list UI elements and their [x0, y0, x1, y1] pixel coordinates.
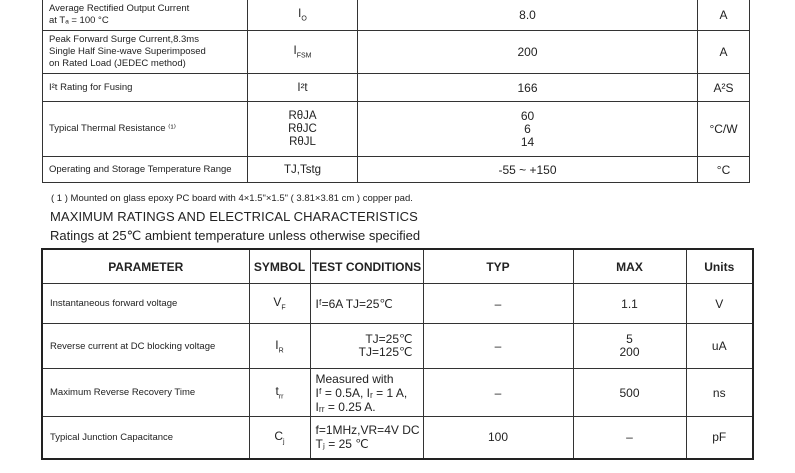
row-unit: °C [698, 157, 750, 183]
table-row [42, 324, 753, 369]
row-symbol: TJ,Tstg [248, 157, 358, 183]
row-description: I²t Rating for Fusing [43, 74, 248, 102]
table-row [43, 31, 750, 74]
table-row [43, 102, 750, 157]
row-unit: A [698, 0, 750, 31]
row-value: 60 6 14 [358, 102, 698, 157]
row-typ: 100 [423, 417, 573, 459]
row-description: Typical Thermal Resistance ⁽¹⁾ [43, 102, 248, 157]
header-typ: TYP [423, 249, 573, 284]
row-unit: pF [686, 417, 753, 459]
row-max: 1.1 [573, 284, 686, 324]
row-description: Peak Forward Surge Current,8.3ms Single Half Sine-wave Superimposed on Rated Load (JEDEC method) [43, 31, 248, 74]
row-symbol: I²t [248, 74, 358, 102]
row-symbol: $I_O$ [248, 0, 358, 31]
row-unit: uA [686, 324, 753, 369]
table-row [43, 74, 750, 102]
row-parameter: Reverse current at DC blocking voltage [42, 324, 249, 369]
row-parameter: Instantaneous forward voltage [42, 284, 249, 324]
row-symbol: $I_R$ [249, 324, 310, 369]
row-unit: ns [686, 369, 753, 417]
header-test-conditions: TEST CONDITIONS [310, 249, 423, 284]
header-symbol: SYMBOL [249, 249, 310, 284]
row-max: 5 200 [573, 324, 686, 369]
electrical-characteristics-table [41, 248, 754, 460]
table-row [42, 417, 753, 459]
header-units: Units [686, 249, 753, 284]
row-parameter: Typical Junction Capacitance [42, 417, 249, 459]
header-max: MAX [573, 249, 686, 284]
row-unit: °C/W [698, 102, 750, 157]
row-unit: A²S [698, 74, 750, 102]
row-max: – [573, 417, 686, 459]
row-unit: V [686, 284, 753, 324]
row-conditions: f=1MHz,VR=4V DC Tⱼ = 25 ℃ [310, 417, 423, 459]
row-value: 8.0 [358, 0, 698, 31]
row-value: 200 [358, 31, 698, 74]
row-unit: A [698, 31, 750, 74]
table-row [43, 157, 750, 183]
ratings-table [42, 0, 750, 183]
table-row [42, 284, 753, 324]
row-symbol: RθJA RθJC RθJL [248, 102, 358, 157]
header-parameter: PARAMETER [42, 249, 249, 284]
row-symbol: $C_j$ [249, 417, 310, 459]
row-typ: – [423, 284, 573, 324]
table-row [43, 0, 750, 31]
row-conditions: Iᶠ=6A TJ=25℃ [310, 284, 423, 324]
table-header-row [42, 249, 753, 284]
row-value: -55 ~ +150 [358, 157, 698, 183]
section-heading: MAXIMUM RATINGS AND ELECTRICAL CHARACTERISTICS [50, 209, 418, 224]
row-parameter: Maximum Reverse Recovery Time [42, 369, 249, 417]
row-description: Operating and Storage Temperature Range [43, 157, 248, 183]
footnote: ( 1 ) Mounted on glass epoxy PC board with 4×1.5"×1.5" ( 3.81×3.81 cm ) copper pad. [51, 193, 413, 204]
row-typ: – [423, 324, 573, 369]
row-symbol: $V_F$ [249, 284, 310, 324]
row-conditions: Measured with Iᶠ = 0.5A, Iᵣ = 1 A, Iᵣᵣ = 0.25 A. [310, 369, 423, 417]
row-value: 166 [358, 74, 698, 102]
row-description: Average Rectified Output Current at Tₐ = 100 °C [43, 0, 248, 31]
row-max: 500 [573, 369, 686, 417]
section-subheading: Ratings at 25℃ ambient temperature unless otherwise specified [50, 228, 421, 243]
row-typ: – [423, 369, 573, 417]
row-symbol: $t_{rr}$ [249, 369, 310, 417]
row-symbol: $I_{FSM}$ [248, 31, 358, 74]
row-conditions: TJ=25℃ TJ=125℃ [310, 324, 423, 369]
table-row [42, 369, 753, 417]
